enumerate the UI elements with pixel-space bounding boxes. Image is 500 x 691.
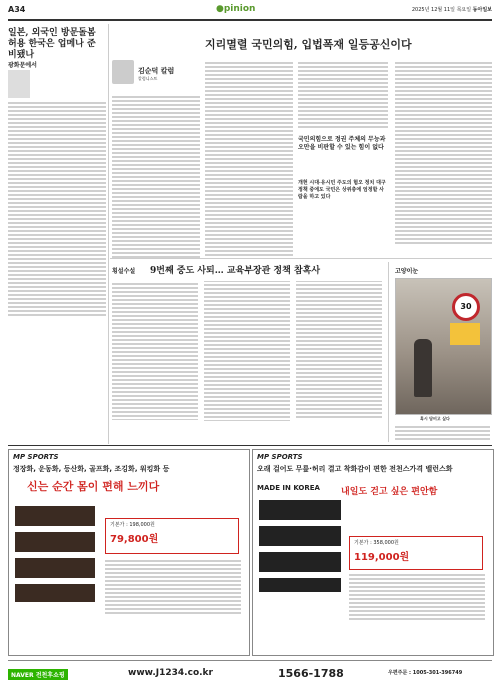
pedestrian bbox=[414, 339, 432, 397]
opinion-headline: 9번째 중도 사퇴… 교육부장관 정책 참혹사 bbox=[150, 266, 321, 276]
footer-phone[interactable]: 1566-1788 bbox=[278, 667, 344, 680]
footer-mail: 우편주문 : 1005-301-396749 bbox=[388, 670, 463, 676]
ad2-price-label: 기본가 : 358,000원 bbox=[354, 540, 399, 546]
left-column-headline: 일본, 외국인 방문돌봄 허용 한국은 업메나 준비됐나 bbox=[8, 28, 96, 60]
ad1-price-label: 기본가 : 198,000원 bbox=[110, 522, 155, 528]
ad2-shoes bbox=[259, 500, 341, 592]
page-header bbox=[8, 3, 492, 21]
column-name: 김순덕 칼럼 bbox=[138, 67, 175, 75]
pull-quote: 국민의힘으로 정권 주체의 무능과 오만을 비판할 수 있는 힘이 없다 bbox=[298, 136, 386, 151]
byline: 광화문에서 bbox=[8, 62, 37, 69]
ad1-shoes bbox=[15, 506, 95, 602]
ad2-brand: MP SPORTS bbox=[257, 453, 303, 461]
date-line: 2025년 12월 11일 목요일 동아일보 bbox=[411, 7, 492, 13]
shoe-ad-1[interactable] bbox=[8, 449, 250, 656]
sign-panel bbox=[450, 323, 480, 345]
photo-caption-body bbox=[395, 424, 490, 442]
street-photo bbox=[395, 278, 492, 415]
ad1-price-box bbox=[105, 518, 239, 554]
main-body-col1 bbox=[112, 94, 200, 260]
footer-bar bbox=[8, 660, 492, 687]
opinion-body bbox=[112, 281, 382, 420]
author-title: 칼럼니스트 bbox=[138, 76, 158, 81]
ad2-sale-price: 119,000원 bbox=[354, 552, 410, 563]
opinion-label: 횡설수설 bbox=[112, 268, 136, 275]
main-body-col4 bbox=[395, 60, 492, 246]
photo-col-label: 고양이눈 bbox=[395, 268, 419, 275]
speed-sign: 30 bbox=[452, 293, 480, 321]
ad1-brand: MP SPORTS bbox=[13, 453, 59, 461]
ad1-sale-price: 79,800원 bbox=[110, 534, 159, 545]
left-column-body bbox=[8, 100, 106, 318]
bottom-quote: 개헌 시대·유시민 주도의 혐오 정치 대구 정책 중에도 국민은 상위층에 엄정할 사람을 하고 있다 bbox=[298, 180, 386, 200]
ad2-sale: 내일도 걷고 싶은 편안함 bbox=[341, 487, 438, 497]
ad2-made-in: MADE IN KOREA bbox=[257, 484, 320, 492]
naver-search[interactable]: NAVER 전천후쇼핑 bbox=[8, 669, 68, 680]
columnist-photo bbox=[112, 60, 134, 84]
footer-url[interactable]: www.J1234.co.kr bbox=[128, 668, 213, 678]
photo-caption: 혹시 담비고 싶다 bbox=[420, 416, 450, 421]
ad2-headline: 오래 걸어도 무릎·허리 결고 착화감이 편한 전천스가격 밸런스화 bbox=[257, 465, 453, 473]
ad2-price-box bbox=[349, 536, 483, 570]
main-body-col2 bbox=[205, 60, 293, 258]
main-headline: 지리멸렬 국민의힘, 입법폭재 일등공신이다 bbox=[205, 38, 412, 51]
shoe-ad-2[interactable] bbox=[252, 449, 494, 656]
ad1-copy bbox=[105, 558, 241, 616]
page-number: A34 bbox=[8, 5, 26, 14]
main-body-col3 bbox=[298, 60, 388, 130]
author-photo bbox=[8, 70, 30, 98]
section-title: ●pinion bbox=[216, 4, 256, 14]
ad2-copy bbox=[349, 572, 485, 622]
ad1-subtitle: 정장화, 운동화, 등산화, 골프화, 조깅화, 워킹화 등 bbox=[13, 465, 170, 473]
ad1-headline: 신는 순간 몸이 편해 느끼다 bbox=[27, 480, 160, 493]
